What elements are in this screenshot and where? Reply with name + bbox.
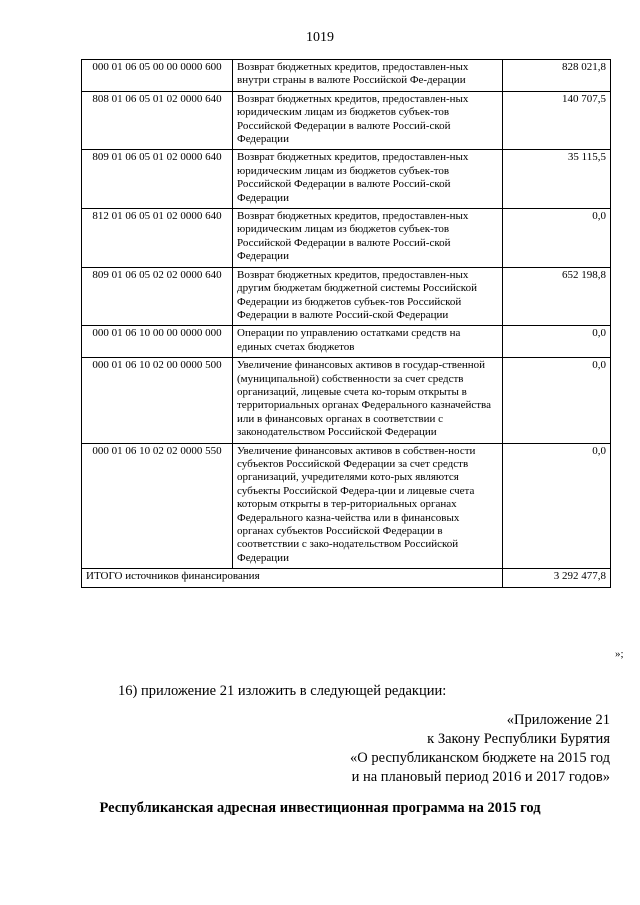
amount-cell: 0,0 — [503, 443, 611, 569]
amount-cell: 828 021,8 — [503, 60, 611, 92]
program-title: Республиканская адресная инвестиционная программа на 2015 год — [99, 800, 541, 816]
amount-cell: 0,0 — [503, 326, 611, 358]
table-total-row — [82, 569, 611, 587]
financing-sources-table — [81, 59, 611, 588]
item-name-cell: Возврат бюджетных кредитов, предоставлен-ных юридическим лицам из бюджетов субъек-тов Российской Федерации в валюте Россий-ской Федерации — [233, 91, 503, 150]
table-row — [82, 60, 611, 92]
appendix-header — [300, 711, 610, 787]
budget-code-cell: 000 01 06 10 00 00 0000 000 — [82, 326, 233, 358]
amount-cell: 35 115,5 — [503, 150, 611, 209]
table-row — [82, 150, 611, 209]
budget-code-cell: 808 01 06 05 01 02 0000 640 — [82, 91, 233, 150]
table-row — [82, 358, 611, 443]
budget-code-cell: 000 01 06 10 02 00 0000 500 — [82, 358, 233, 443]
item-name-cell: Увеличение финансовых активов в собствен-ности субъектов Российской Федерации за счет средств организаций, учредителями кото-рых являются субъекты Российской Федера-ции и лицевые счета которым открыты в тер-риториальных органах Федерального казна-чейства или в финансовых органах субъектов Российской Федерации в соответствии с зако-нодательством Российской Федерации — [233, 443, 503, 569]
appendix-line-2: к Закону Республики Бурятия — [427, 731, 610, 747]
item-name-cell: Возврат бюджетных кредитов, предоставлен-ных другим бюджетам бюджетной системы Российской Федерации из бюджетов субъек-тов Российской Федерации в валюте Россий-ской Федерации — [233, 267, 503, 326]
closing-quote-mark: »; — [615, 648, 624, 660]
table-row — [82, 91, 611, 150]
table-row — [82, 326, 611, 358]
item-name-cell: Возврат бюджетных кредитов, предоставлен-ных юридическим лицам из бюджетов субъек-тов Российской Федерации в валюте Россий-ской Федерации — [233, 150, 503, 209]
amount-cell: 0,0 — [503, 209, 611, 268]
budget-code-cell: 812 01 06 05 01 02 0000 640 — [82, 209, 233, 268]
table-row — [82, 267, 611, 326]
budget-code-cell: 000 01 06 05 00 00 0000 600 — [82, 60, 233, 92]
budget-code-cell: 809 01 06 05 01 02 0000 640 — [82, 150, 233, 209]
item-name-cell: Увеличение финансовых активов в государ-ственной (муниципальной) собственности за счет средств организаций, лицевые счета ко-торым открыты в территориальных органах Федерального казначейства или в финансовых органах в соответствии с законодательством Российской Федерации — [233, 358, 503, 443]
appendix-line-4: и на плановый период 2016 и 2017 годов» — [351, 769, 610, 785]
amount-cell: 140 707,5 — [503, 91, 611, 150]
amendment-paragraph: 16) приложение 21 изложить в следующей редакции: — [118, 683, 447, 699]
amount-cell: 652 198,8 — [503, 267, 611, 326]
page-number: 1019 — [306, 30, 334, 45]
table-row — [82, 209, 611, 268]
table-row — [82, 443, 611, 569]
budget-code-cell: 809 01 06 05 02 02 0000 640 — [82, 267, 233, 326]
budget-code-cell: 000 01 06 10 02 02 0000 550 — [82, 443, 233, 569]
item-name-cell: Операции по управлению остатками средств на единых счетах бюджетов — [233, 326, 503, 358]
item-name-cell: Возврат бюджетных кредитов, предоставлен-ных юридическим лицам из бюджетов субъек-тов Российской Федерации в валюте Россий-ской Федерации — [233, 209, 503, 268]
appendix-line-3: «О республиканском бюджете на 2015 год — [350, 750, 610, 766]
total-amount: 3 292 477,8 — [503, 569, 611, 587]
item-name-cell: Возврат бюджетных кредитов, предоставлен-ных внутри страны в валюте Российской Фе-дерации — [233, 60, 503, 92]
total-label: ИТОГО источников финансирования — [82, 569, 503, 587]
appendix-line-1: «Приложение 21 — [506, 712, 610, 728]
amount-cell: 0,0 — [503, 358, 611, 443]
